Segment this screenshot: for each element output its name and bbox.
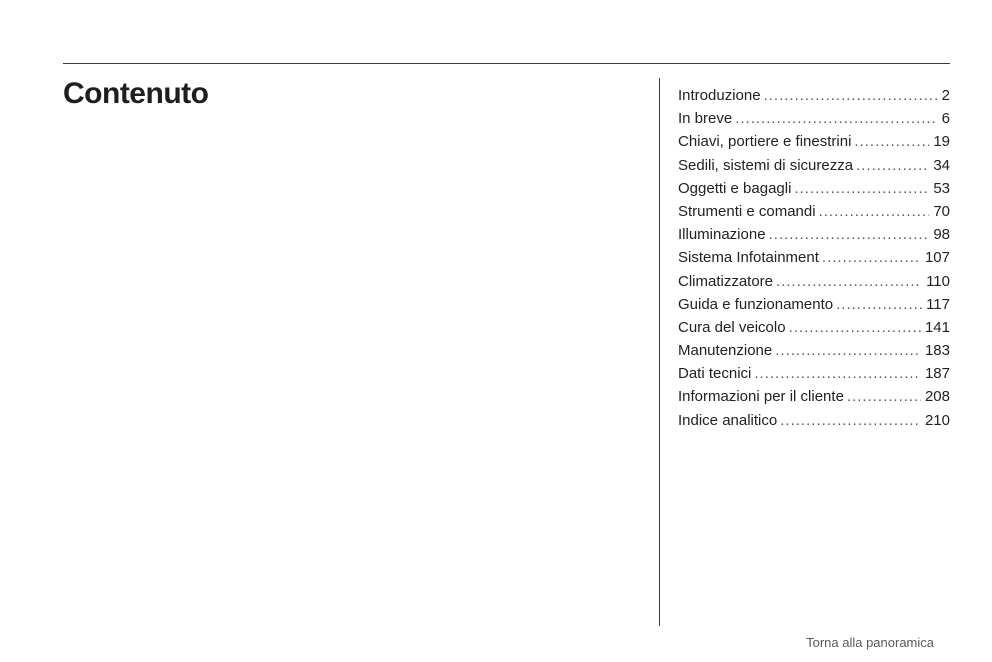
toc-leader-dots xyxy=(856,154,929,177)
toc-leader-dots xyxy=(769,223,930,246)
toc-entry-strumenti-comandi[interactable] xyxy=(678,200,950,223)
toc-leader-dots xyxy=(836,293,922,316)
toc-entry-informazioni-cliente[interactable] xyxy=(678,385,950,408)
toc-entry-climatizzatore[interactable] xyxy=(678,270,950,293)
toc-entry-label: Informazioni per il cliente xyxy=(678,388,844,406)
toc-entry-page: 34 xyxy=(933,156,950,174)
toc-entry-indice-analitico[interactable] xyxy=(678,409,950,432)
toc-entry-label: Oggetti e bagagli xyxy=(678,179,792,197)
toc-entry-sedili-sistemi-sicurezza[interactable] xyxy=(678,154,950,177)
toc-entry-introduzione[interactable] xyxy=(678,84,950,107)
toc-entry-label: Sedili, sistemi di sicurezza xyxy=(678,156,854,174)
toc-entry-page: 210 xyxy=(924,411,950,429)
toc-leader-dots xyxy=(754,362,921,385)
toc-entry-label: Illuminazione xyxy=(678,226,766,244)
toc-entry-label: In breve xyxy=(678,110,733,128)
toc-entry-page: 208 xyxy=(924,388,950,406)
toc-entry-chiavi-portiere-finestrini[interactable] xyxy=(678,130,950,153)
toc-entry-page: 70 xyxy=(933,202,950,220)
table-of-contents xyxy=(678,84,950,432)
page-title: Contenuto xyxy=(63,77,209,110)
toc-entry-page: 107 xyxy=(924,249,950,267)
toc-leader-dots xyxy=(822,246,921,269)
toc-leader-dots xyxy=(780,409,921,432)
toc-entry-cura-del-veicolo[interactable] xyxy=(678,316,950,339)
toc-entry-label: Sistema Infotainment xyxy=(678,249,819,267)
toc-entry-in-breve[interactable] xyxy=(678,107,950,130)
toc-entry-guida-funzionamento[interactable] xyxy=(678,293,950,316)
toc-entry-label: Cura del veicolo xyxy=(678,318,786,336)
toc-entry-page: 98 xyxy=(933,226,950,244)
toc-entry-page: 19 xyxy=(933,133,950,151)
toc-entry-page: 187 xyxy=(924,365,950,383)
toc-entry-page: 141 xyxy=(924,318,950,336)
toc-leader-dots xyxy=(819,200,930,223)
toc-leader-dots xyxy=(776,270,922,293)
toc-entry-label: Introduzione xyxy=(678,87,761,104)
toc-entry-label: Dati tecnici xyxy=(678,365,752,383)
toc-entry-oggetti-bagagli[interactable] xyxy=(678,177,950,200)
toc-leader-dots xyxy=(854,130,929,153)
toc-entry-label: Manutenzione xyxy=(678,342,773,360)
toc-entry-page: 2 xyxy=(941,87,950,104)
toc-entry-page: 6 xyxy=(941,110,950,128)
toc-leader-dots xyxy=(794,177,929,200)
toc-entry-page: 110 xyxy=(926,272,950,290)
toc-entry-dati-tecnici[interactable] xyxy=(678,362,950,385)
toc-entry-label: Indice analitico xyxy=(678,411,778,429)
toc-leader-dots xyxy=(775,339,921,362)
toc-entry-manutenzione[interactable] xyxy=(678,339,950,362)
toc-leader-dots xyxy=(789,316,921,339)
toc-entry-page: 117 xyxy=(926,295,950,313)
toc-entry-illuminazione[interactable] xyxy=(678,223,950,246)
toc-entry-page: 183 xyxy=(924,342,950,360)
toc-leader-dots xyxy=(764,84,938,107)
toc-entry-sistema-infotainment[interactable] xyxy=(678,246,950,269)
toc-entry-label: Climatizzatore xyxy=(678,272,774,290)
toc-entry-label: Strumenti e comandi xyxy=(678,202,816,220)
toc-entry-label: Guida e funzionamento xyxy=(678,295,834,313)
back-to-overview-link[interactable]: Torna alla panoramica xyxy=(806,635,934,650)
toc-leader-dots xyxy=(847,385,921,408)
toc-entry-page: 53 xyxy=(933,179,950,197)
header-rule xyxy=(63,63,950,64)
column-divider xyxy=(659,78,660,626)
toc-leader-dots xyxy=(735,107,937,130)
toc-entry-label: Chiavi, portiere e finestrini xyxy=(678,133,852,151)
